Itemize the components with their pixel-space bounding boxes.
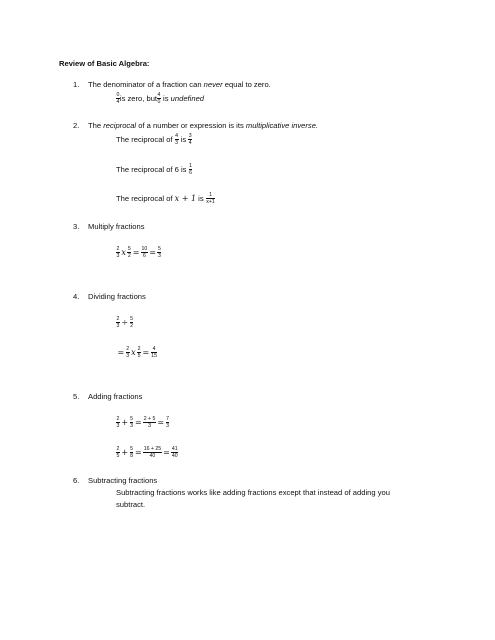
item-6-number: 6. [73,476,80,485]
item-1-text: The denominator of a fraction can never equal to zero. [88,80,271,89]
fraction-four-over-zero: $\frac{4}{0}$ [157,92,161,105]
item-3-heading: Multiply fractions [88,222,145,231]
reciprocal-example-1: The reciprocal of $\frac{4}{3}$ is $\frac{3}{4}$ [116,133,192,146]
fraction-one-sixth: $\frac{1}{6}$ [189,163,192,176]
item-6-body-line-2: subtract. [116,500,146,509]
fraction-one-over-x-plus-one: $\frac{1}{x+1}$ [206,192,215,205]
item-5-heading: Adding fractions [88,392,143,401]
add-expression-2: $\frac{2}{5}$ + $\frac{5}{8}$ = $\frac{16 + 25}{40}$ = $\frac{41}{40}$ [116,446,178,459]
multiply-expression: $\frac{2}{3}$ x $\frac{5}{2}$ = $\frac{10}{6}$ = $\frac{5}{3}$ [116,246,161,259]
reciprocal-example-3: The reciprocal of x + 1 is $\frac{1}{x+1}$ [116,192,215,205]
item-1-number: 1. [73,80,80,89]
item-2-text: The reciprocal of a number or expression is its multiplicative inverse. [88,121,319,130]
reciprocal-example-2: The reciprocal of 6 is $\frac{1}{6}$ [116,163,192,176]
item-6-heading: Subtracting fractions [88,476,158,485]
item-4-number: 4. [73,292,80,301]
item-4-heading: Dividing fractions [88,292,146,301]
fraction-four-thirds: $\frac{4}{3}$ [175,133,179,146]
add-expression-1: $\frac{2}{3}$ + $\frac{5}{3}$ = $\frac{2 + 5}{3}$ = $\frac{7}{3}$ [116,416,169,429]
fraction-three-fourths: $\frac{3}{4}$ [188,133,192,146]
item-1-example: $\frac{0}{4}$ is zero, but $\frac{4}{0}$ is undefined [116,92,205,105]
fraction-zero-over-four: $\frac{0}{4}$ [116,92,120,105]
item-5-number: 5. [73,392,80,401]
item-2-number: 2. [73,121,80,130]
divide-expression: $\frac{2}{3}$ ÷ $\frac{5}{2}$ [116,316,133,329]
item-3-number: 3. [73,222,80,231]
divide-result-expression: = $\frac{2}{3}$ x $\frac{2}{5}$ = $\frac{4}{15}$ [117,346,157,359]
page-title: Review of Basic Algebra: [59,59,150,68]
item-6-body-line-1: Subtracting fractions works like adding fractions except that instead of adding you [116,488,390,497]
